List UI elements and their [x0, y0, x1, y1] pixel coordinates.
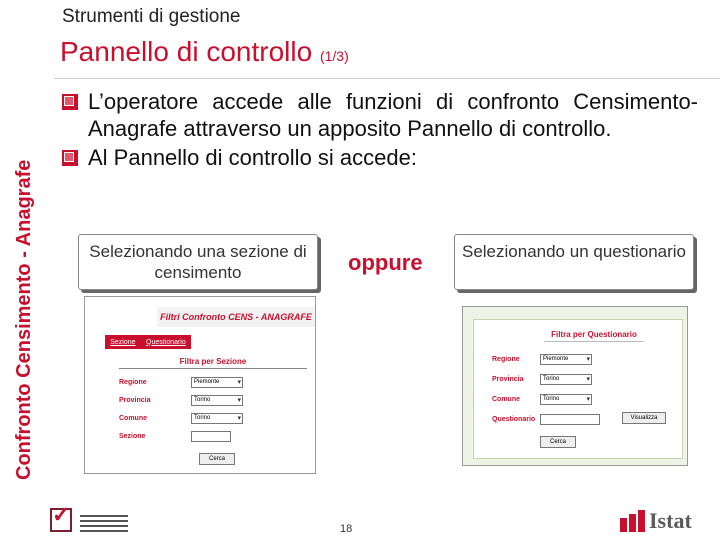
istat-logo-text: Istat: [649, 508, 692, 533]
questionnaire-filter-screenshot: [462, 306, 688, 466]
istat-bars-icon: [620, 510, 645, 532]
page-title-text: Pannello di controllo: [60, 36, 313, 67]
comune-select[interactable]: Torino ▾: [540, 394, 592, 405]
option-box-questionnaire-label: Selezionando un questionario: [461, 242, 686, 261]
bullet-list: [62, 88, 698, 173]
visualizza-button[interactable]: Visualizza: [622, 412, 666, 424]
bullet-square-icon: [62, 150, 78, 166]
form-row-provincia: [492, 374, 682, 388]
form-row-comune: [119, 413, 309, 427]
field-label: Comune: [119, 415, 147, 422]
separator-oppure: oppure: [348, 250, 423, 275]
sidebar-vertical-title: Confronto Censimento - Anagrafe: [13, 159, 35, 480]
bullet-text: Al Pannello di controllo si accede:: [88, 145, 417, 170]
field-label: Provincia: [492, 376, 524, 383]
bullet-text: L’operatore accede alle funzioni di confronto Censimento-Anagrafe attraverso un apposito Pannello di controllo.: [88, 89, 698, 141]
title-divider: [54, 78, 720, 79]
page-title: [60, 36, 349, 68]
field-label: Comune: [492, 396, 520, 403]
bullet-square-icon: [62, 94, 78, 110]
form-row-sezione: [119, 431, 309, 445]
search-button[interactable]: Cerca: [540, 436, 576, 448]
form-title: Filtra per Sezione: [119, 357, 307, 369]
form-title: Filtra per Questionario: [544, 330, 644, 342]
logo-text-lines: [80, 512, 128, 535]
provincia-select[interactable]: Torino ▾: [540, 374, 592, 385]
section-filter-screenshot: [84, 296, 316, 474]
filter-tabs: [105, 335, 191, 349]
field-label: Provincia: [119, 397, 151, 404]
search-button[interactable]: Cerca: [199, 453, 235, 465]
sezione-input[interactable]: [191, 431, 231, 442]
form-row-comune: [492, 394, 682, 408]
option-box-section: [78, 234, 318, 290]
field-label: Questionario: [492, 416, 536, 423]
page-number: 18: [340, 523, 353, 535]
form-row-regione: [492, 354, 682, 368]
questionario-input[interactable]: [540, 414, 600, 425]
list-item: [62, 144, 698, 171]
tab-sezione[interactable]: Sezione: [110, 338, 136, 346]
option-box-section-label: Selezionando una sezione di censimento: [89, 242, 307, 282]
list-item: [62, 88, 698, 142]
form-row-regione: [119, 377, 309, 391]
field-label: Sezione: [119, 433, 146, 440]
tab-questionario[interactable]: Questionario: [146, 338, 186, 346]
field-label: Regione: [119, 379, 147, 386]
comune-select[interactable]: Torino ▾: [191, 413, 243, 424]
field-label: Regione: [492, 356, 520, 363]
provincia-select[interactable]: Torino ▾: [191, 395, 243, 406]
section-supertitle: Strumenti di gestione: [62, 6, 241, 27]
istat-logo: [620, 508, 692, 534]
regione-select[interactable]: Piemonte ▾: [540, 354, 592, 365]
regione-select[interactable]: Piemonte ▾: [191, 377, 243, 388]
filter-header: Filtri Confronto CENS - ANAGRAFE: [157, 307, 315, 327]
filter-panel: [473, 319, 683, 459]
page-title-suffix: (1/3): [319, 48, 349, 64]
census-logo: [50, 502, 130, 536]
checkmark-icon: ✓: [52, 502, 71, 527]
sidebar: [0, 0, 50, 540]
form-row-provincia: [119, 395, 309, 409]
option-box-questionnaire: [454, 234, 694, 290]
